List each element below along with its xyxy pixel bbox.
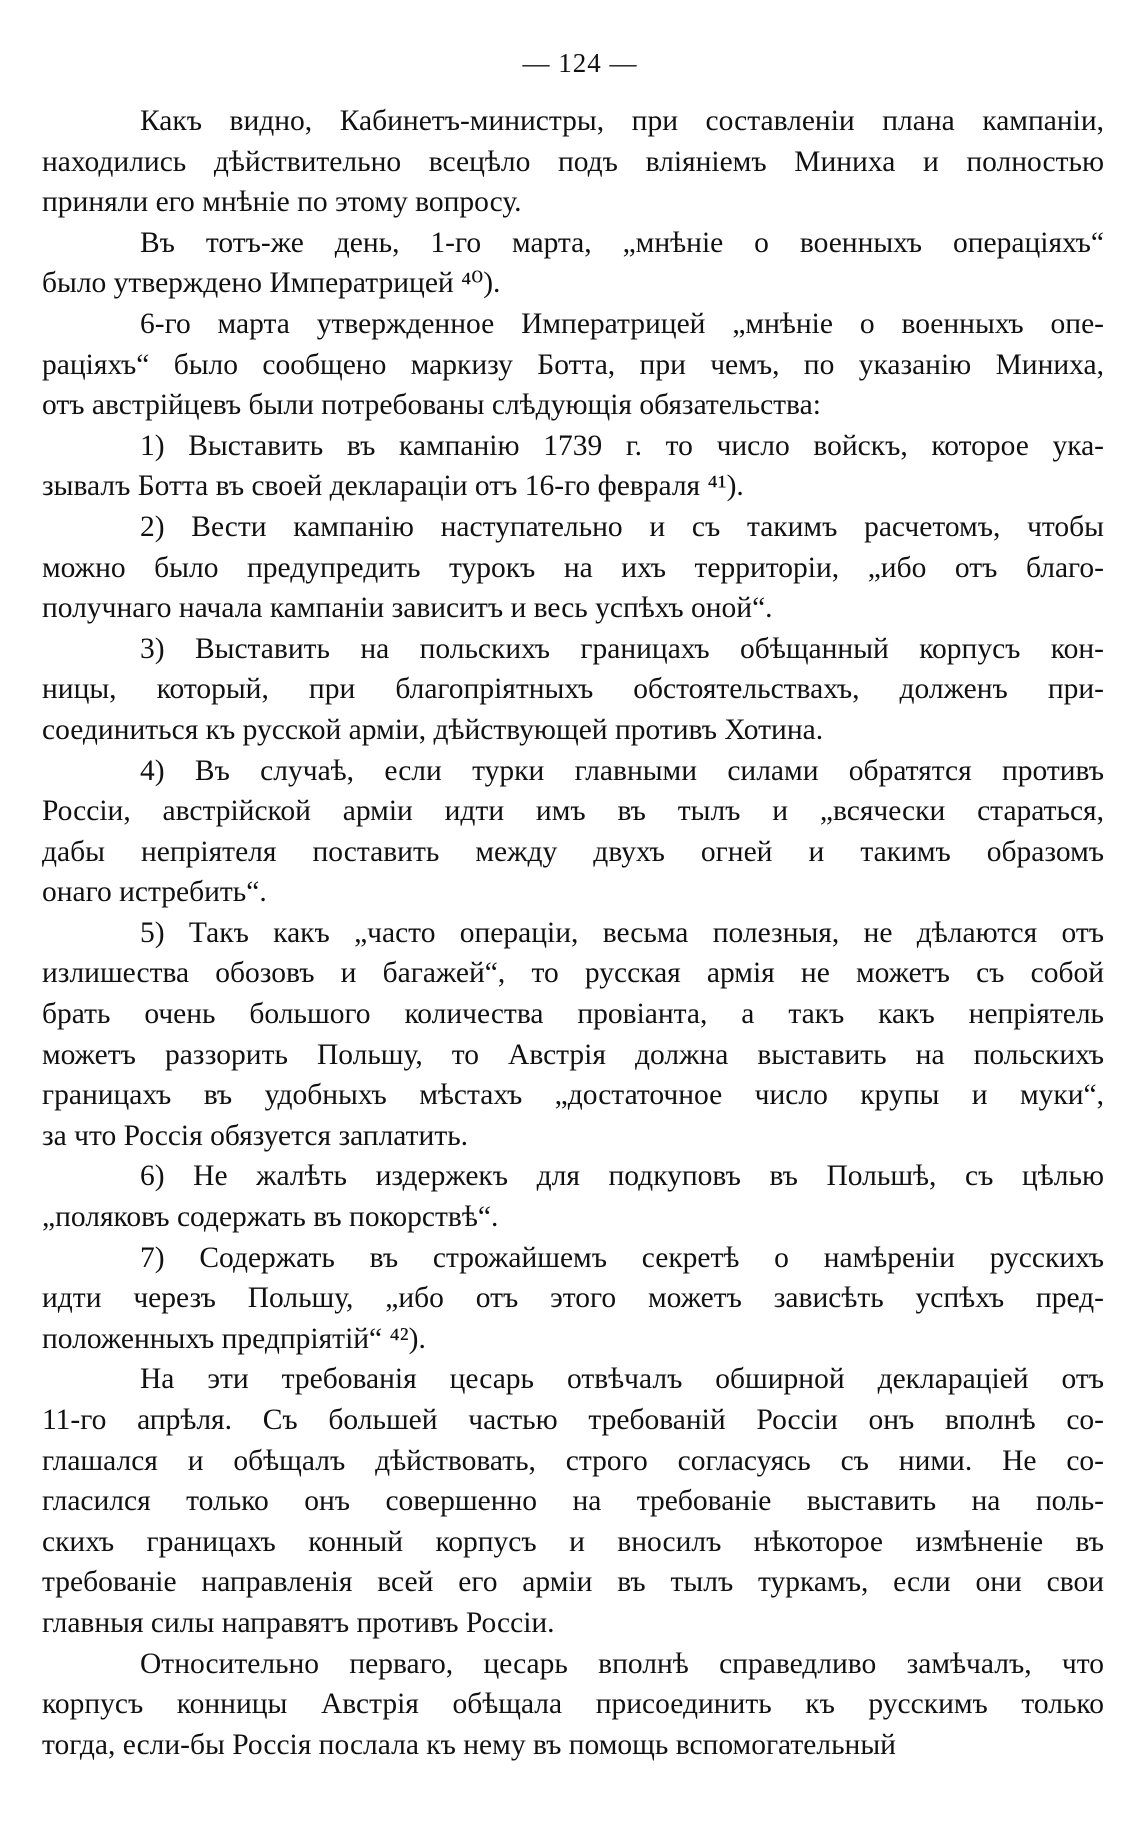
text-line: можно было предупредить турокъ на ихъ территоріи, „ибо отъ благо- (42, 551, 1104, 584)
text-line: 1) Выставить въ кампанію 1739 г. то число войскъ, которое ука- (140, 429, 1104, 462)
paragraph-p11 (42, 1359, 1104, 1643)
paragraph-p8 (42, 913, 1104, 1157)
text-line: 4) Въ случаѣ, если турки главными силами обратятся противъ (140, 754, 1104, 787)
text-line: скихъ границахъ конный корпусъ и вносилъ нѣкоторое измѣненіе въ (42, 1525, 1104, 1558)
text-line: тогда, если-бы Россія послала къ нему въ помощь вспомогательный (42, 1728, 896, 1761)
text-line: На эти требованія цесарь отвѣчалъ обширной деклараціей отъ (140, 1363, 1104, 1396)
text-line: 5) Такъ какъ „часто операціи, весьма полезныя, не дѣлаются отъ (140, 916, 1104, 949)
text-line: можетъ раззорить Польшу, то Австрія должна выставить на польскихъ (42, 1038, 1104, 1071)
text-line: получнаго начала кампаніи зависитъ и весь успѣхъ оной“. (42, 592, 773, 625)
text-line: было утверждено Императрицей ⁴⁰). (42, 267, 501, 300)
paragraph-p5 (42, 507, 1104, 629)
text-line: ницы, который, при благопріятныхъ обстоятельствахъ, долженъ при- (42, 673, 1104, 706)
text-line: 6-го марта утвержденное Императрицей „мнѣніе о военныхъ опе- (140, 307, 1104, 340)
paragraph-p6 (42, 629, 1104, 751)
text-line: Какъ видно, Кабинетъ-министры, при составленіи плана кампаніи, (140, 105, 1104, 137)
text-line: положенныхъ предпріятій“ ⁴²). (42, 1322, 426, 1355)
text-line: раціяхъ“ было сообщено маркизу Ботта, при чемъ, по указанію Миниха, (42, 348, 1104, 381)
text-line: 2) Вести кампанію наступательно и съ такимъ расчетомъ, чтобы (140, 510, 1104, 543)
text-line: брать очень большого количества провіанта, а такъ какъ непріятель (42, 998, 1104, 1031)
text-line: границахъ въ удобныхъ мѣстахъ „достаточное число крупы и муки“, (42, 1079, 1104, 1112)
text-line: зывалъ Ботта въ своей деклараціи отъ 16-го февраля ⁴¹). (42, 470, 744, 503)
text-line: гласился только онъ совершенно на требованіе выставить на поль- (42, 1485, 1104, 1518)
paragraph-p9 (42, 1156, 1104, 1237)
text-line: отъ австрійцевъ были потребованы слѣдующія обязательства: (42, 389, 821, 422)
text-line: „поляковъ содержать въ покорствѣ“. (42, 1201, 499, 1234)
text-line: за что Россія обязуется заплатить. (42, 1119, 469, 1152)
paragraph-p4 (42, 426, 1104, 507)
text-line: главныя силы направятъ противъ Россіи. (42, 1606, 555, 1639)
body-text (42, 101, 1104, 1765)
text-line: 6) Не жалѣть издержекъ для подкуповъ въ Польшѣ, съ цѣлью (140, 1160, 1104, 1193)
text-line: соединиться къ русской арміи, дѣйствующей противъ Хотина. (42, 713, 824, 746)
text-line: находились дѣйствительно всецѣло подъ вліяніемъ Миниха и полностью (42, 145, 1104, 178)
paragraph-p10 (42, 1238, 1104, 1360)
text-line: 3) Выставить на польскихъ границахъ обѣщанный корпусъ кон- (140, 632, 1104, 665)
text-line: Относительно перваго, цесарь вполнѣ справедливо замѣчалъ, что (140, 1647, 1104, 1680)
paragraph-p1 (42, 101, 1104, 223)
text-line: 11-го апрѣля. Съ большей частью требованій Россіи онъ вполнѣ со- (42, 1404, 1104, 1436)
paragraph-p2 (42, 223, 1104, 304)
paragraph-p7 (42, 751, 1104, 913)
page-number: — 124 — (522, 48, 638, 78)
text-line: дабы непріятеля поставить между двухъ огней и такимъ образомъ (42, 835, 1104, 868)
text-line: приняли его мнѣніе по этому вопросу. (42, 186, 522, 219)
paragraph-p3 (42, 304, 1104, 426)
text-line: онаго истребить“. (42, 876, 267, 909)
text-line: Россіи, австрійской арміи идти имъ въ тылъ и „всячески стараться, (42, 795, 1104, 828)
text-line: глашался и обѣщалъ дѣйствовать, строго согласуясь съ ними. Не со- (42, 1444, 1104, 1477)
text-line: излишества обозовъ и багажей“, то русская армія не можетъ съ собой (42, 957, 1104, 990)
text-line: требованіе направленія всей его арміи въ тылъ туркамъ, если они свои (42, 1566, 1104, 1599)
text-line: Въ тотъ-же день, 1-го марта, „мнѣніе о военныхъ операціяхъ“ (140, 226, 1104, 259)
text-line: 7) Содержать въ строжайшемъ секретѣ о намѣреніи русскихъ (140, 1241, 1104, 1274)
paragraph-p12 (42, 1644, 1104, 1766)
text-line: корпусъ конницы Австрія обѣщала присоединить къ русскимъ только (42, 1688, 1104, 1721)
text-line: идти черезъ Польшу, „ибо отъ этого можетъ зависѣть успѣхъ пред- (42, 1282, 1104, 1315)
